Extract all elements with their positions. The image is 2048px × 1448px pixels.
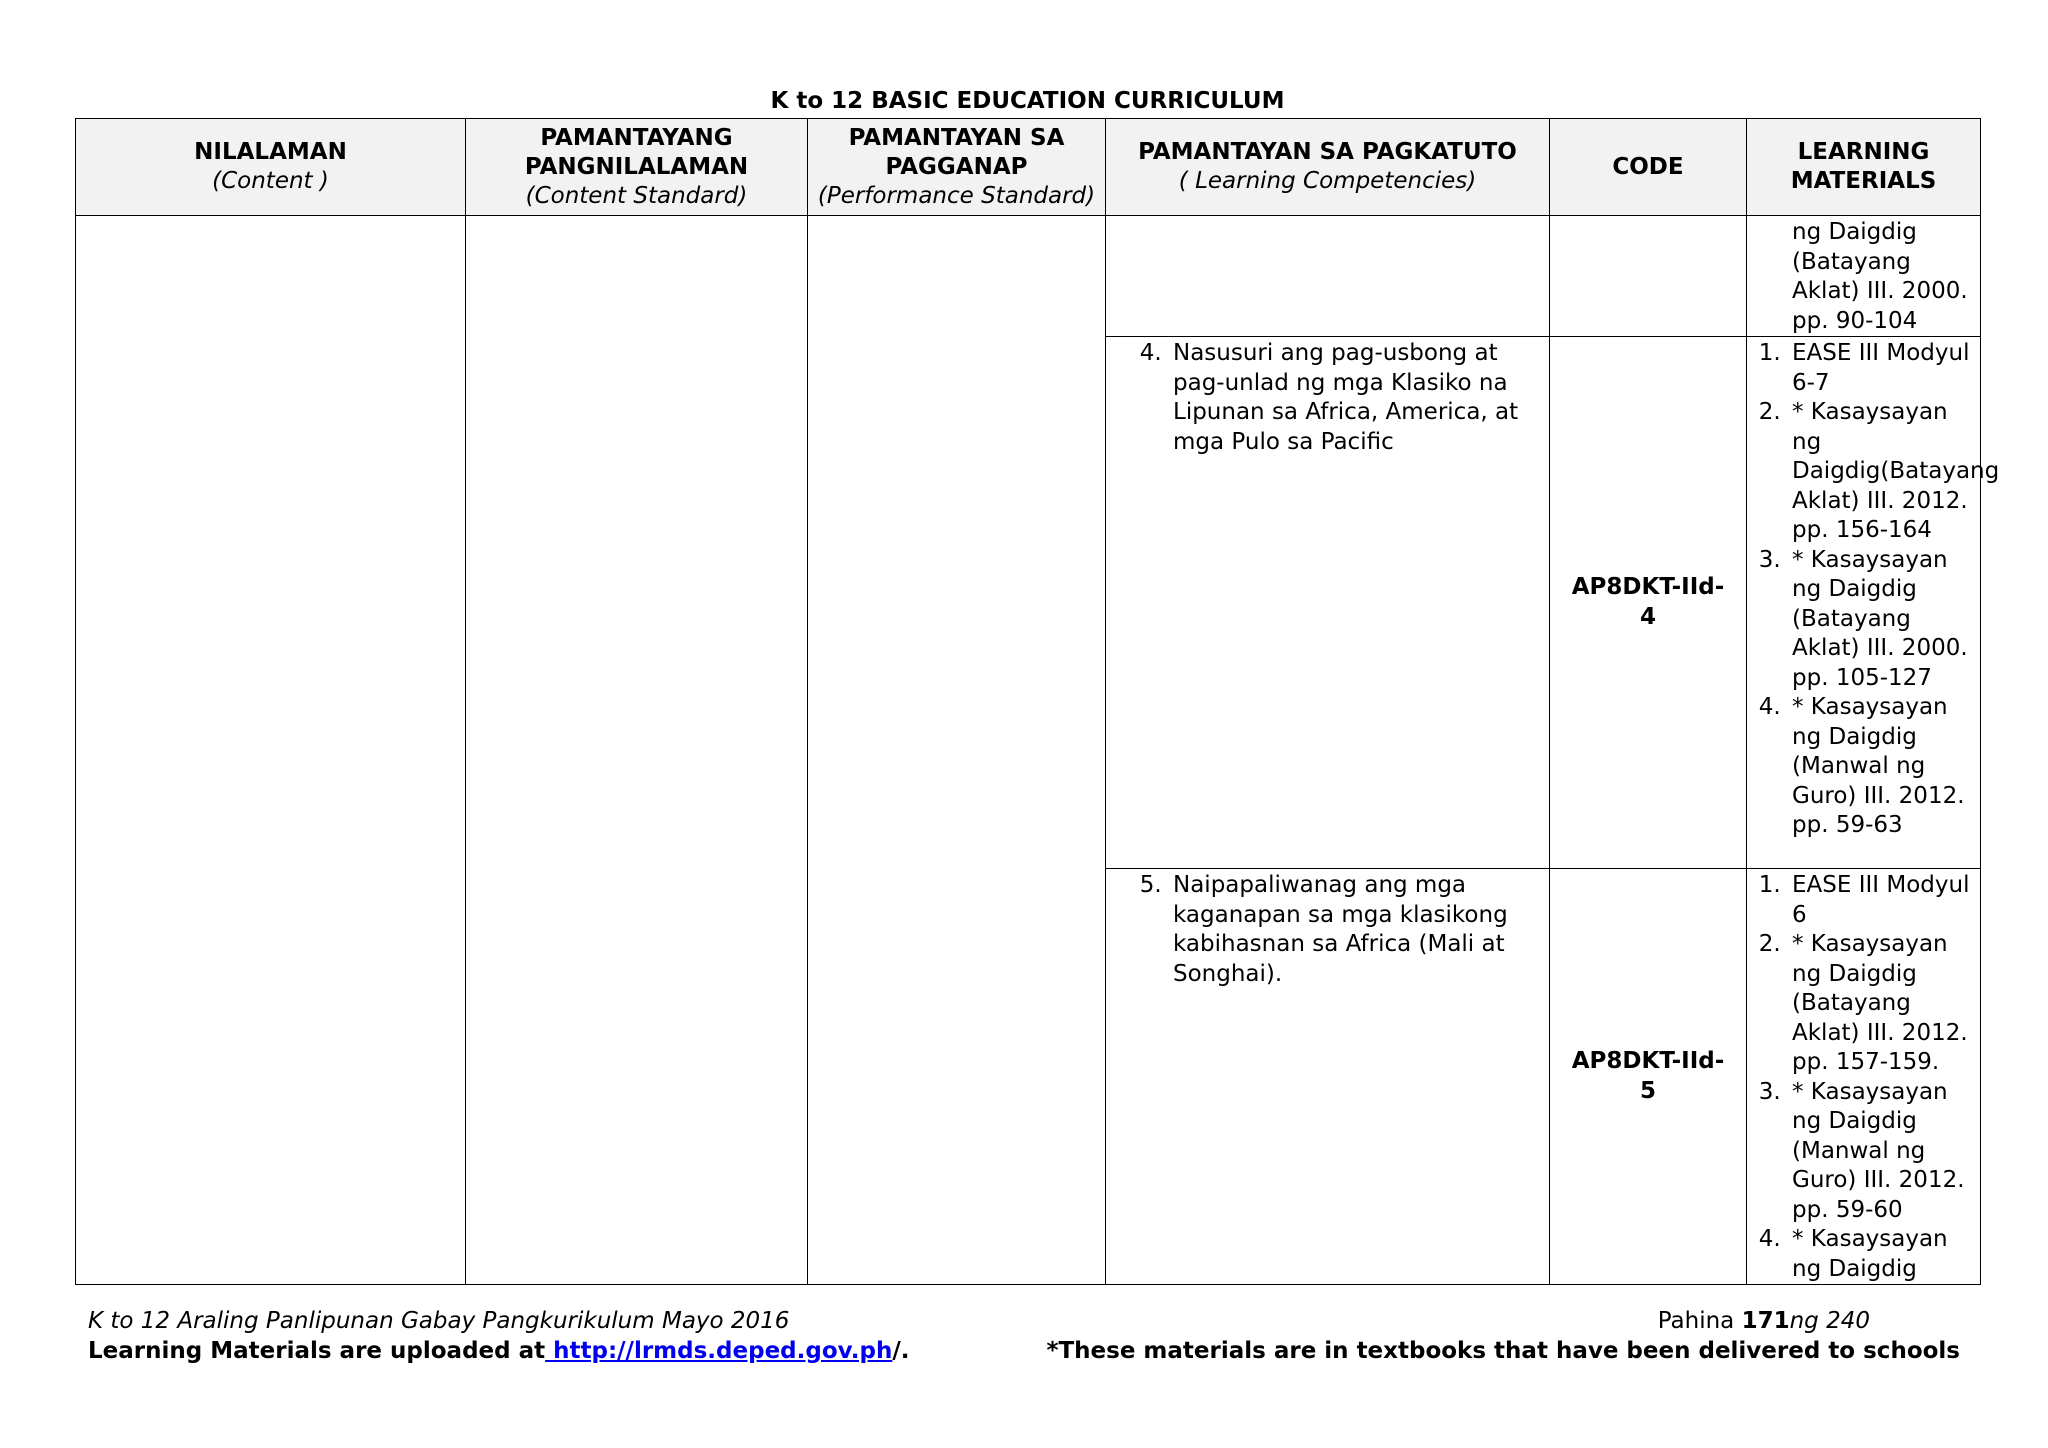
competency-list — [1136, 871, 1535, 989]
document-title: K to 12 BASIC EDUCATION CURRICULUM — [770, 88, 1285, 114]
content-cell — [76, 216, 466, 1285]
list-item: 3. * Kasaysayan ng Daigdig (Manwal ng Guro) III. 2012. pp. 59-60 — [1788, 1078, 1974, 1226]
competency-list — [1136, 339, 1535, 457]
materials-continued: ng Daigdig (Batayang Aklat) III. 2000. pp. 90-104 — [1792, 219, 1968, 334]
competency-cell — [1106, 869, 1550, 1285]
list-item: 4. * Kasaysayan ng Daigdig (Manwal ng Guro) III. 2012. pp. 59-63 — [1788, 693, 1974, 841]
page-number: Pahina 171ng 240 — [1657, 1308, 1870, 1334]
lm-prefix: Learning Materials are uploaded at — [88, 1338, 546, 1364]
competency-cell — [1106, 216, 1550, 337]
list-item: 1. EASE III Modyul 6 — [1788, 871, 1974, 930]
lrmds-link[interactable]: http://lrmds.deped.gov.ph — [545, 1338, 893, 1364]
materials-cell — [1747, 216, 1981, 337]
header-content: NILALAMAN (Content ) — [76, 119, 466, 216]
code-cell — [1550, 216, 1747, 337]
materials-list — [1755, 871, 1974, 1284]
materials-cell — [1747, 869, 1981, 1285]
code-cell: AP8DKT-IId-5 — [1550, 869, 1747, 1285]
list-item: 4. * Kasaysayan ng Daigdig — [1788, 1225, 1974, 1284]
curriculum-table — [75, 118, 2000, 1285]
lm-suffix: /. — [892, 1338, 910, 1364]
list-item: 2. * Kasaysayan ng Daigdig(Batayang Aklat) III. 2012. pp. 156-164 — [1788, 398, 1974, 546]
header-learning-materials: LEARNING MATERIALS — [1747, 119, 1981, 216]
materials-list — [1755, 339, 2000, 841]
learning-materials-line — [88, 1336, 909, 1366]
footer-left — [88, 1306, 909, 1366]
list-item: 2. * Kasaysayan ng Daigdig (Batayang Aklat) III. 2012. pp. 157-159. — [1788, 930, 1974, 1078]
header-row — [76, 119, 1981, 216]
content-standard-cell — [466, 216, 808, 1285]
code-cell: AP8DKT-IId-4 — [1550, 337, 1747, 869]
materials-cell — [1747, 337, 2000, 869]
list-item: 1. EASE III Modyul 6-7 — [1788, 339, 1974, 398]
header-performance-standard: PAMANTAYAN SA PAGGANAP (Performance Standard) — [808, 119, 1106, 216]
competency-cell — [1106, 337, 1550, 869]
list-item: 3. * Kasaysayan ng Daigdig (Batayang Aklat) III. 2000. pp. 105-127 — [1788, 546, 1974, 694]
table-row — [76, 216, 1981, 337]
header-learning-competencies: PAMANTAYAN SA PAGKATUTO ( Learning Competencies) — [1106, 119, 1550, 216]
performance-standard-cell — [808, 216, 1106, 1285]
footer-right — [1046, 1306, 1960, 1366]
curriculum-guide-label: K to 12 Araling Panlipunan Gabay Pangkurikulum Mayo 2016 — [88, 1308, 790, 1334]
competency-item: 5. Naipapaliwanag ang mga kaganapan sa mga klasikong kabihasnan sa Africa (Mali at Songhai). — [1169, 871, 1535, 989]
header-code: CODE — [1550, 119, 1747, 216]
header-content-standard: PAMANTAYANG PANGNILALAMAN (Content Standard) — [466, 119, 808, 216]
delivery-note: *These materials are in textbooks that have been delivered to schools — [1046, 1338, 1960, 1364]
competency-item: 4. Nasusuri ang pag-usbong at pag-unlad ng mga Klasiko na Lipunan sa Africa, America, at mga Pulo sa Pacific — [1169, 339, 1535, 457]
